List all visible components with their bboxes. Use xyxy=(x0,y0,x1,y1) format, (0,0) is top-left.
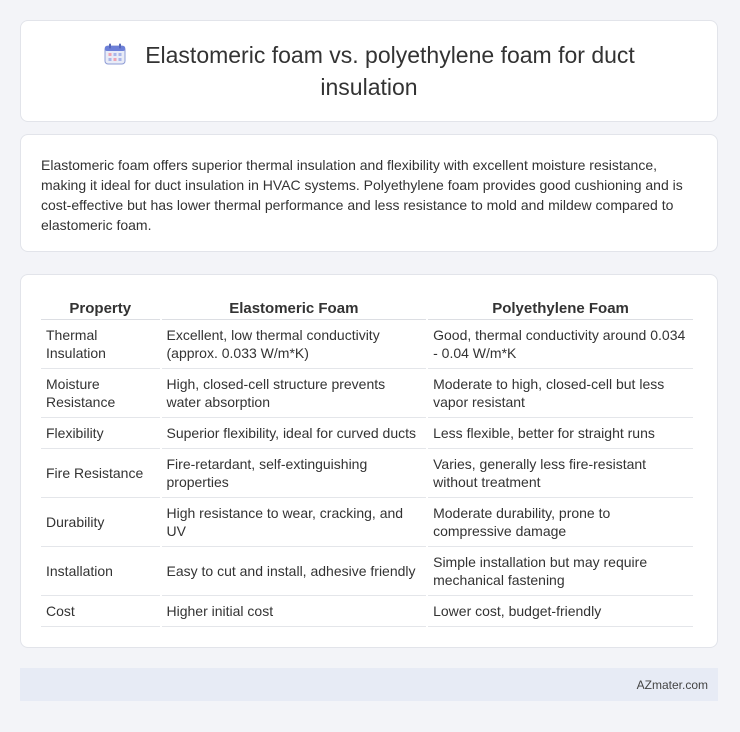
polyethylene-cell: Varies, generally less fire-resistant without treatment xyxy=(428,449,693,498)
property-cell: Cost xyxy=(41,596,160,627)
polyethylene-cell: Simple installation but may require mechanical fastening xyxy=(428,547,693,596)
table-row xyxy=(41,418,693,449)
footer-bar xyxy=(20,668,718,701)
description-text: Elastomeric foam offers superior thermal insulation and flexibility with excellent moisture resistance, making it ideal for duct insulation in HVAC systems. Polyethylene foam provides good cushioning and is cost-effective but has lower thermal performance and less resistance to mold and mildew compared to elastomeric foam. xyxy=(41,157,683,233)
polyethylene-cell: Moderate durability, prone to compressive damage xyxy=(428,498,693,547)
elastomeric-cell: High, closed-cell structure prevents water absorption xyxy=(162,369,427,418)
footer-brand[interactable]: AZmater.com xyxy=(636,677,708,692)
header-polyethylene: Polyethylene Foam xyxy=(428,297,693,320)
calendar-icon xyxy=(103,42,127,73)
title-card xyxy=(20,20,718,122)
comparison-table-card xyxy=(20,274,718,648)
comparison-table xyxy=(39,297,695,627)
polyethylene-cell: Good, thermal conductivity around 0.034 - 0.04 W/m*K xyxy=(428,320,693,369)
polyethylene-cell: Lower cost, budget-friendly xyxy=(428,596,693,627)
property-cell: Thermal Insulation xyxy=(41,320,160,369)
header-elastomeric: Elastomeric Foam xyxy=(162,297,427,320)
elastomeric-cell: High resistance to wear, cracking, and UV xyxy=(162,498,427,547)
page-title-block xyxy=(69,41,669,102)
elastomeric-cell: Easy to cut and install, adhesive friendly xyxy=(162,547,427,596)
polyethylene-cell: Less flexible, better for straight runs xyxy=(428,418,693,449)
table-row xyxy=(41,547,693,596)
table-row xyxy=(41,369,693,418)
property-cell: Fire Resistance xyxy=(41,449,160,498)
property-cell: Moisture Resistance xyxy=(41,369,160,418)
elastomeric-cell: Higher initial cost xyxy=(162,596,427,627)
table-row xyxy=(41,596,693,627)
elastomeric-cell: Excellent, low thermal conductivity (approx. 0.033 W/m*K) xyxy=(162,320,427,369)
description-card xyxy=(20,134,718,252)
table-row xyxy=(41,320,693,369)
elastomeric-cell: Fire-retardant, self-extinguishing properties xyxy=(162,449,427,498)
property-cell: Durability xyxy=(41,498,160,547)
polyethylene-cell: Moderate to high, closed-cell but less vapor resistant xyxy=(428,369,693,418)
property-cell: Installation xyxy=(41,547,160,596)
page-title: Elastomeric foam vs. polyethylene foam for duct insulation xyxy=(145,41,635,100)
table-header-row xyxy=(41,297,693,320)
elastomeric-cell: Superior flexibility, ideal for curved ducts xyxy=(162,418,427,449)
table-row xyxy=(41,449,693,498)
table-row xyxy=(41,498,693,547)
property-cell: Flexibility xyxy=(41,418,160,449)
header-property: Property xyxy=(41,297,160,320)
